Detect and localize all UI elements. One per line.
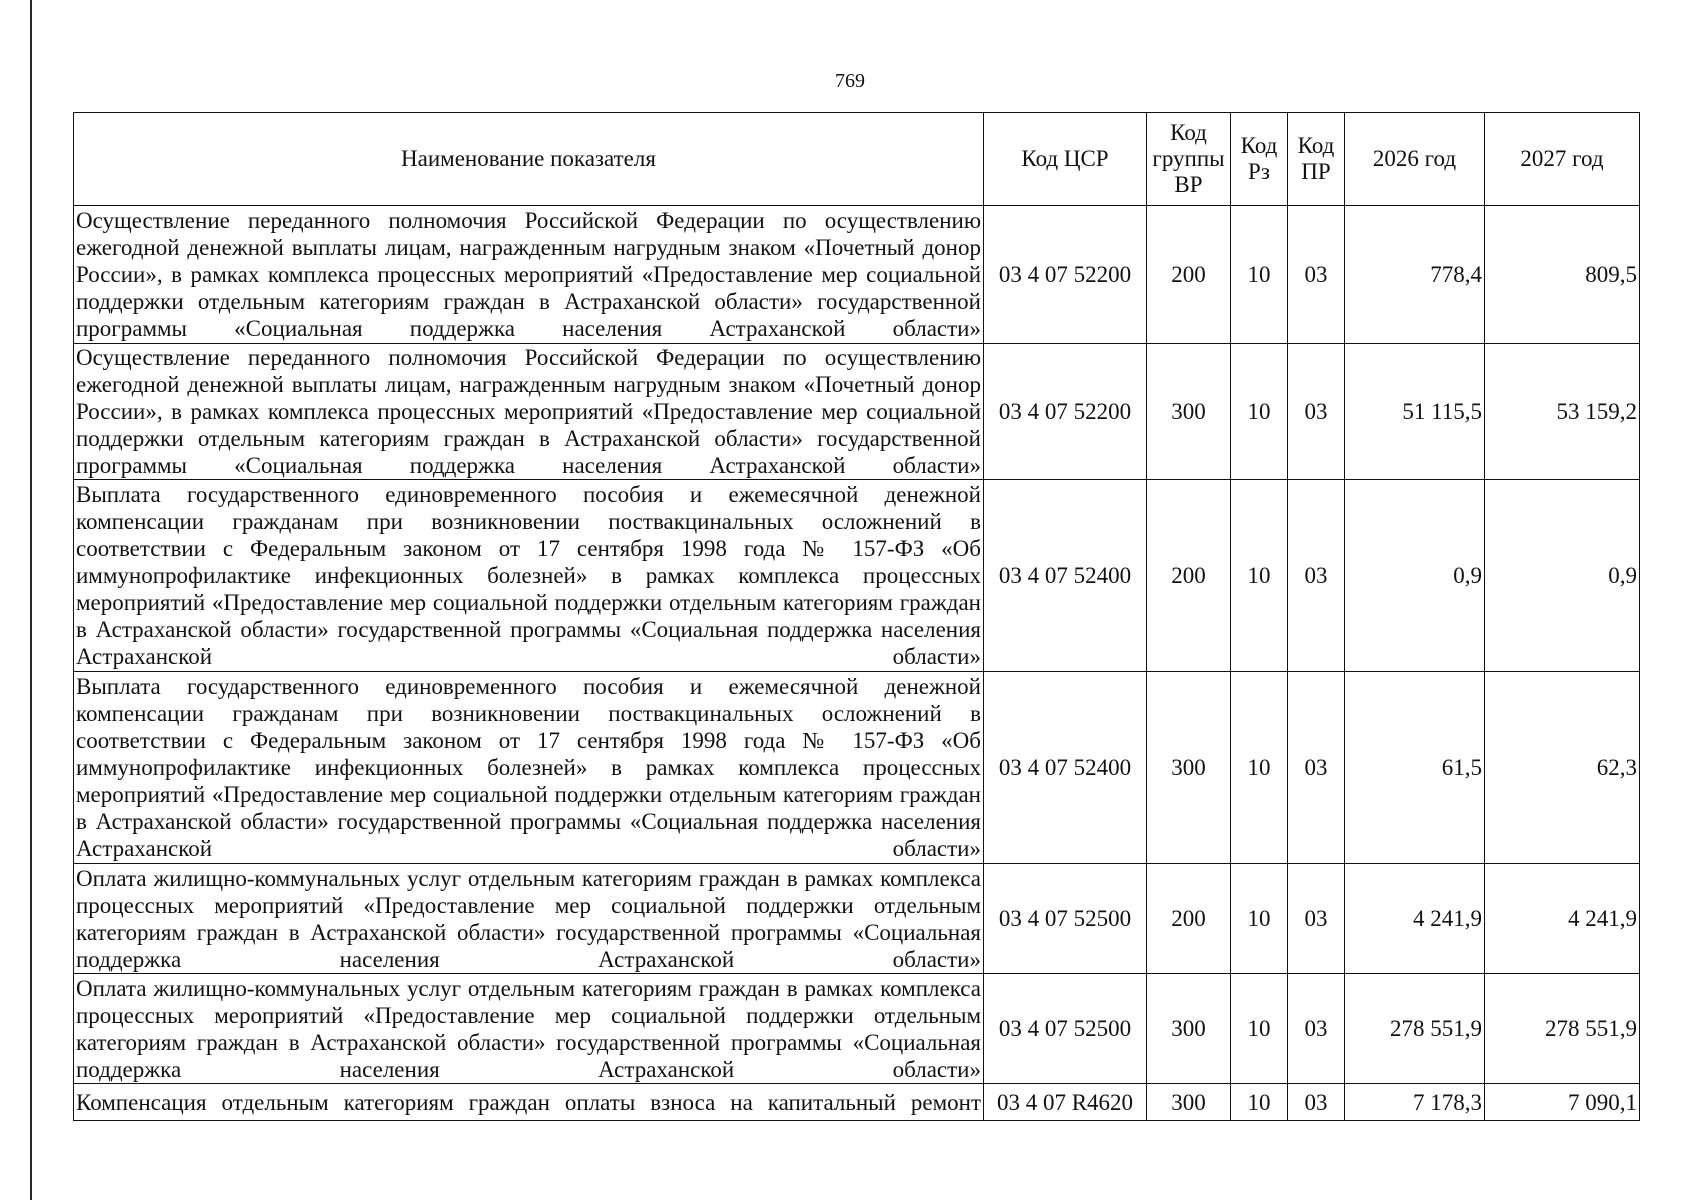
budget-table [73, 112, 1640, 1121]
cell-pr: 03 [1288, 206, 1345, 344]
cell-name: Выплата государственного единовременного пособия и ежемесячной денежной компенсации гражданам при возникновении поствакцинальных осложнений в соответствии с Федеральным законом от 17 сентября 1998 года № 157-ФЗ «Об иммунопрофилактике инфекционных болезней» в рамках комплекса процессных мероприятий «Предоставление мер социальной поддержки отдельным категориям граждан в Астраханской области» государственной программы «Социальная поддержка населения Астраханской области» [74, 672, 984, 864]
cell-2026: 778,4 [1345, 206, 1485, 344]
cell-vr: 200 [1147, 206, 1231, 344]
cell-name: Осуществление переданного полномочия Российской Федерации по осуществлению ежегодной денежной выплаты лицам, награжденным нагрудным знаком «Почетный донор России», в рамках комплекса процессных мероприятий «Предоставление мер социальной поддержки отдельным категориям граждан в Астраханской области» государственной программы «Социальная поддержка населения Астраханской области» [74, 344, 984, 480]
cell-csr: 03 4 07 52200 [984, 344, 1147, 480]
cell-pr: 03 [1288, 864, 1345, 974]
cell-name: Компенсация отдельным категориям граждан оплаты взноса на капитальный ремонт [74, 1084, 984, 1121]
table-row [74, 206, 1640, 344]
cell-2027: 53 159,2 [1485, 344, 1640, 480]
cell-2027: 7 090,1 [1485, 1084, 1640, 1121]
cell-2027: 4 241,9 [1485, 864, 1640, 974]
cell-2027: 809,5 [1485, 206, 1640, 344]
cell-rz: 10 [1231, 1084, 1288, 1121]
cell-csr: 03 4 07 52400 [984, 480, 1147, 672]
cell-2026: 7 178,3 [1345, 1084, 1485, 1121]
cell-pr: 03 [1288, 480, 1345, 672]
table-row [74, 864, 1640, 974]
cell-vr: 300 [1147, 672, 1231, 864]
cell-2026: 61,5 [1345, 672, 1485, 864]
cell-rz: 10 [1231, 864, 1288, 974]
cell-2027: 278 551,9 [1485, 974, 1640, 1084]
cell-vr: 300 [1147, 344, 1231, 480]
cell-rz: 10 [1231, 206, 1288, 344]
cell-2027: 0,9 [1485, 480, 1640, 672]
cell-rz: 10 [1231, 672, 1288, 864]
cell-csr: 03 4 07 52400 [984, 672, 1147, 864]
cell-name: Осуществление переданного полномочия Российской Федерации по осуществлению ежегодной денежной выплаты лицам, награжденным нагрудным знаком «Почетный донор России», в рамках комплекса процессных мероприятий «Предоставление мер социальной поддержки отдельным категориям граждан в Астраханской области» государственной программы «Социальная поддержка населения Астраханской области» [74, 206, 984, 344]
cell-vr: 300 [1147, 974, 1231, 1084]
cell-rz: 10 [1231, 344, 1288, 480]
header-2027: 2027 год [1485, 113, 1640, 206]
cell-pr: 03 [1288, 672, 1345, 864]
cell-csr: 03 4 07 52200 [984, 206, 1147, 344]
cell-rz: 10 [1231, 480, 1288, 672]
cell-pr: 03 [1288, 1084, 1345, 1121]
table-row [74, 1084, 1640, 1121]
table-row [74, 974, 1640, 1084]
cell-2026: 51 115,5 [1345, 344, 1485, 480]
cell-name: Оплата жилищно-коммунальных услуг отдельным категориям граждан в рамках комплекса процессных мероприятий «Предоставление мер социальной поддержки отдельным категориям граждан в Астраханской области» государственной программы «Социальная поддержка населения Астраханской области» [74, 974, 984, 1084]
table-row [74, 480, 1640, 672]
cell-2026: 0,9 [1345, 480, 1485, 672]
cell-2027: 62,3 [1485, 672, 1640, 864]
cell-rz: 10 [1231, 974, 1288, 1084]
table-row [74, 672, 1640, 864]
header-2026: 2026 год [1345, 113, 1485, 206]
cell-csr: 03 4 07 R4620 [984, 1084, 1147, 1121]
table-header-row [74, 113, 1640, 206]
page-number: 769 [835, 70, 865, 92]
cell-vr: 200 [1147, 864, 1231, 974]
cell-vr: 300 [1147, 1084, 1231, 1121]
cell-csr: 03 4 07 52500 [984, 864, 1147, 974]
cell-2026: 278 551,9 [1345, 974, 1485, 1084]
binding-margin-line [30, 0, 32, 1200]
cell-name: Оплата жилищно-коммунальных услуг отдельным категориям граждан в рамках комплекса процессных мероприятий «Предоставление мер социальной поддержки отдельным категориям граждан в Астраханской области» государственной программы «Социальная поддержка населения Астраханской области» [74, 864, 984, 974]
cell-pr: 03 [1288, 344, 1345, 480]
cell-csr: 03 4 07 52500 [984, 974, 1147, 1084]
header-rz: Код Рз [1231, 113, 1288, 206]
cell-vr: 200 [1147, 480, 1231, 672]
cell-name: Выплата государственного единовременного пособия и ежемесячной денежной компенсации гражданам при возникновении поствакцинальных осложнений в соответствии с Федеральным законом от 17 сентября 1998 года № 157-ФЗ «Об иммунопрофилактике инфекционных болезней» в рамках комплекса процессных мероприятий «Предоставление мер социальной поддержки отдельным категориям граждан в Астраханской области» государственной программы «Социальная поддержка населения Астраханской области» [74, 480, 984, 672]
header-pr: Код ПР [1288, 113, 1345, 206]
cell-2026: 4 241,9 [1345, 864, 1485, 974]
table-row [74, 344, 1640, 480]
header-vr: Код группы ВР [1147, 113, 1231, 206]
cell-pr: 03 [1288, 974, 1345, 1084]
header-name: Наименование показателя [74, 113, 984, 206]
header-csr: Код ЦСР [984, 113, 1147, 206]
